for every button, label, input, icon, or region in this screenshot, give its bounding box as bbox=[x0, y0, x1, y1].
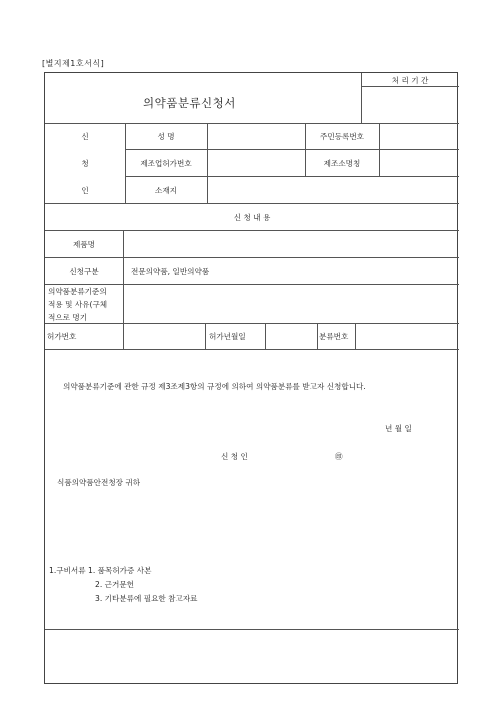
date-line[interactable]: 년 월 일 bbox=[385, 424, 412, 433]
signer-label: 신 청 인 bbox=[221, 452, 248, 461]
facility-name-label: 제조소명칭 bbox=[323, 159, 361, 168]
processing-period-label: 처 리 기 간 bbox=[391, 76, 429, 85]
attachment-item: 1.구비서류 1. 품목허가증 사본 bbox=[49, 566, 152, 575]
application-statement: 의약품분류기준에 관한 규정 제3조제3항의 규정에 의하여 의약품분류를 받고자 신청합니다. bbox=[63, 382, 366, 391]
product-name-field[interactable] bbox=[129, 239, 449, 251]
rrn-field[interactable] bbox=[383, 131, 455, 143]
form-number-label: [별지제1호서식] bbox=[42, 59, 105, 68]
recipient-line: 식품의약품안전청장 귀하 bbox=[57, 478, 141, 487]
application-form bbox=[44, 72, 458, 684]
address-label: 소재지 bbox=[154, 186, 177, 195]
permit-date-label: 허가년월일 bbox=[209, 332, 246, 341]
section-header: 신 청 내 용 bbox=[233, 213, 271, 222]
class-number-label: 분류번호 bbox=[319, 332, 349, 341]
criteria-label-line-1: 의약품분류기준의 bbox=[48, 287, 107, 296]
permit-date-field[interactable] bbox=[271, 331, 313, 343]
name-field[interactable] bbox=[211, 131, 301, 143]
mfg-permit-label: 제조업허가번호 bbox=[140, 159, 192, 168]
criteria-field[interactable] bbox=[129, 297, 449, 311]
permit-number-label: 허가번호 bbox=[47, 332, 77, 341]
rrn-label: 주민등록번호 bbox=[319, 132, 364, 141]
address-field[interactable] bbox=[211, 185, 451, 197]
criteria-label-line-2: 적용 및 사유(구체 bbox=[48, 300, 108, 309]
product-name-label: 제품명 bbox=[72, 240, 95, 249]
applicant-side-label-1: 신 bbox=[81, 132, 89, 141]
category-label: 신청구분 bbox=[69, 267, 99, 276]
seal-mark: ㊞ bbox=[335, 452, 343, 461]
form-title: 의약품분류신청서 bbox=[143, 96, 236, 110]
facility-name-field[interactable] bbox=[383, 158, 455, 170]
permit-number-field[interactable] bbox=[129, 331, 201, 343]
attachment-item: 3. 기타분류에 필요한 참고자료 bbox=[95, 594, 198, 603]
mfg-permit-field[interactable] bbox=[211, 158, 301, 170]
name-label: 성 명 bbox=[157, 132, 175, 141]
attachment-item: 2. 근거문헌 bbox=[95, 580, 135, 589]
applicant-side-label-3: 인 bbox=[81, 186, 89, 195]
category-value[interactable]: 전문의약품, 일반의약품 bbox=[131, 267, 210, 276]
class-number-field[interactable] bbox=[359, 331, 455, 343]
applicant-side-label-2: 청 bbox=[81, 159, 89, 168]
criteria-label-line-3: 적으로 명기 bbox=[48, 313, 88, 322]
